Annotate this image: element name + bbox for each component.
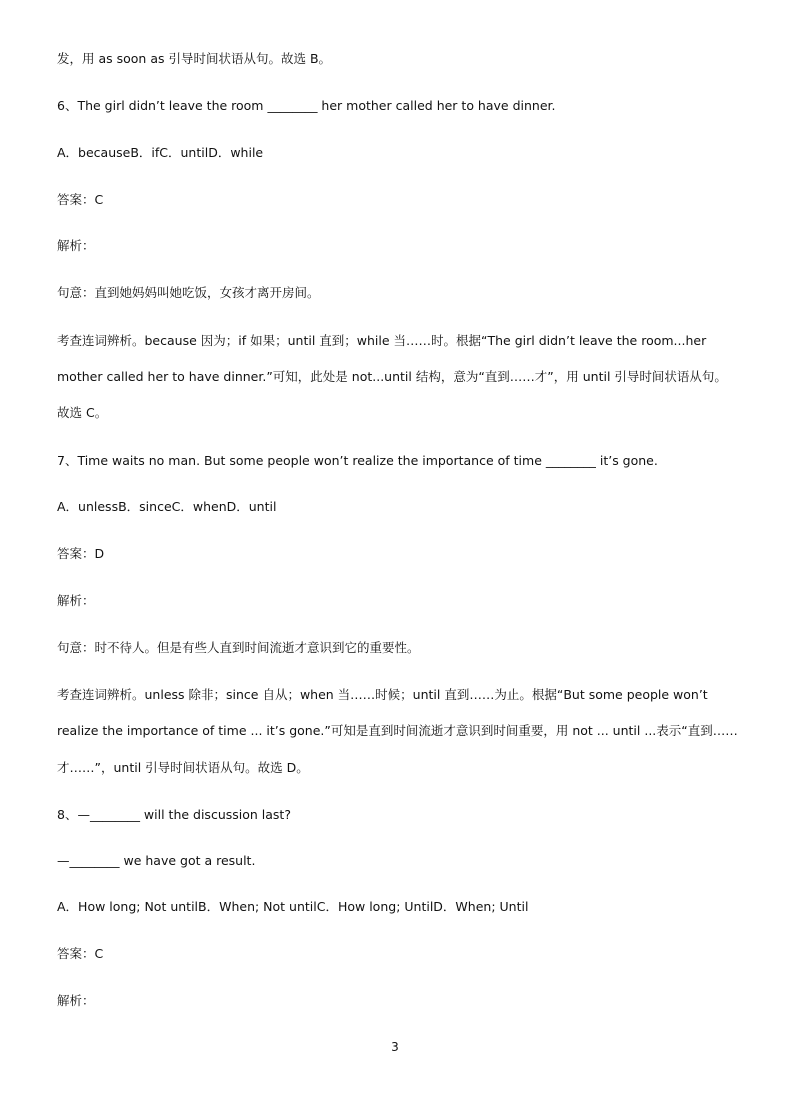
q6-explanation-line-1: 考查连词辨析。because 因为；if 如果；until 直到；while 当……时。根据“The girl didn’t leave the room...her (57, 333, 707, 348)
q8-question-line-2: —________ we have got a result. (57, 853, 256, 868)
q6-explanation-line-3: 故选 C。 (57, 405, 108, 420)
q7-explanation-line-3: 才……”，until 引导时间状语从句。故选 D。 (57, 760, 309, 775)
q5-conclusion-line: 发，用 as soon as 引导时间状语从句。故选 B。 (57, 51, 332, 66)
q7-translation: 句意：时不待人。但是有些人直到时间流逝才意识到它的重要性。 (57, 640, 420, 655)
q6-explanation-line-2: mother called her to have dinner.”可知，此处是 not...until 结构，意为“直到……才”，用 until 引导时间状语从句。 (57, 369, 727, 384)
q6-translation: 句意：直到她妈妈叫她吃饭，女孩才离开房间。 (57, 285, 320, 300)
q6-analysis-heading: 解析： (57, 238, 95, 253)
q8-analysis-heading: 解析： (57, 993, 95, 1008)
q8-question-line-1: 8、—________ will the discussion last? (57, 807, 291, 822)
q7-options: A．unlessB．sinceC．whenD．until (57, 499, 277, 514)
q7-explanation-line-2: realize the importance of time ... it’s gone.”可知是直到时间流逝才意识到时间重要，用 not ... until ...表示“直到…… (57, 723, 738, 738)
q7-analysis-heading: 解析： (57, 593, 95, 608)
q8-answer: 答案：C (57, 946, 104, 961)
q6-answer: 答案：C (57, 192, 104, 207)
q6-options: A．becauseB．ifC．untilD．while (57, 145, 264, 160)
page-number: 3 (391, 1040, 399, 1054)
q7-question: 7、Time waits no man. But some people won’t realize the importance of time ________ it’s gone. (57, 453, 658, 468)
q7-explanation-line-1: 考查连词辨析。unless 除非；since 自从；when 当……时候；until 直到……为止。根据“But some people won’t (57, 687, 708, 702)
q8-options: A．How long; Not untilB．When; Not untilC．How long; UntilD．When; Until (57, 899, 529, 914)
q6-question: 6、The girl didn’t leave the room ________ her mother called her to have dinner. (57, 98, 556, 113)
q7-answer: 答案：D (57, 546, 105, 561)
